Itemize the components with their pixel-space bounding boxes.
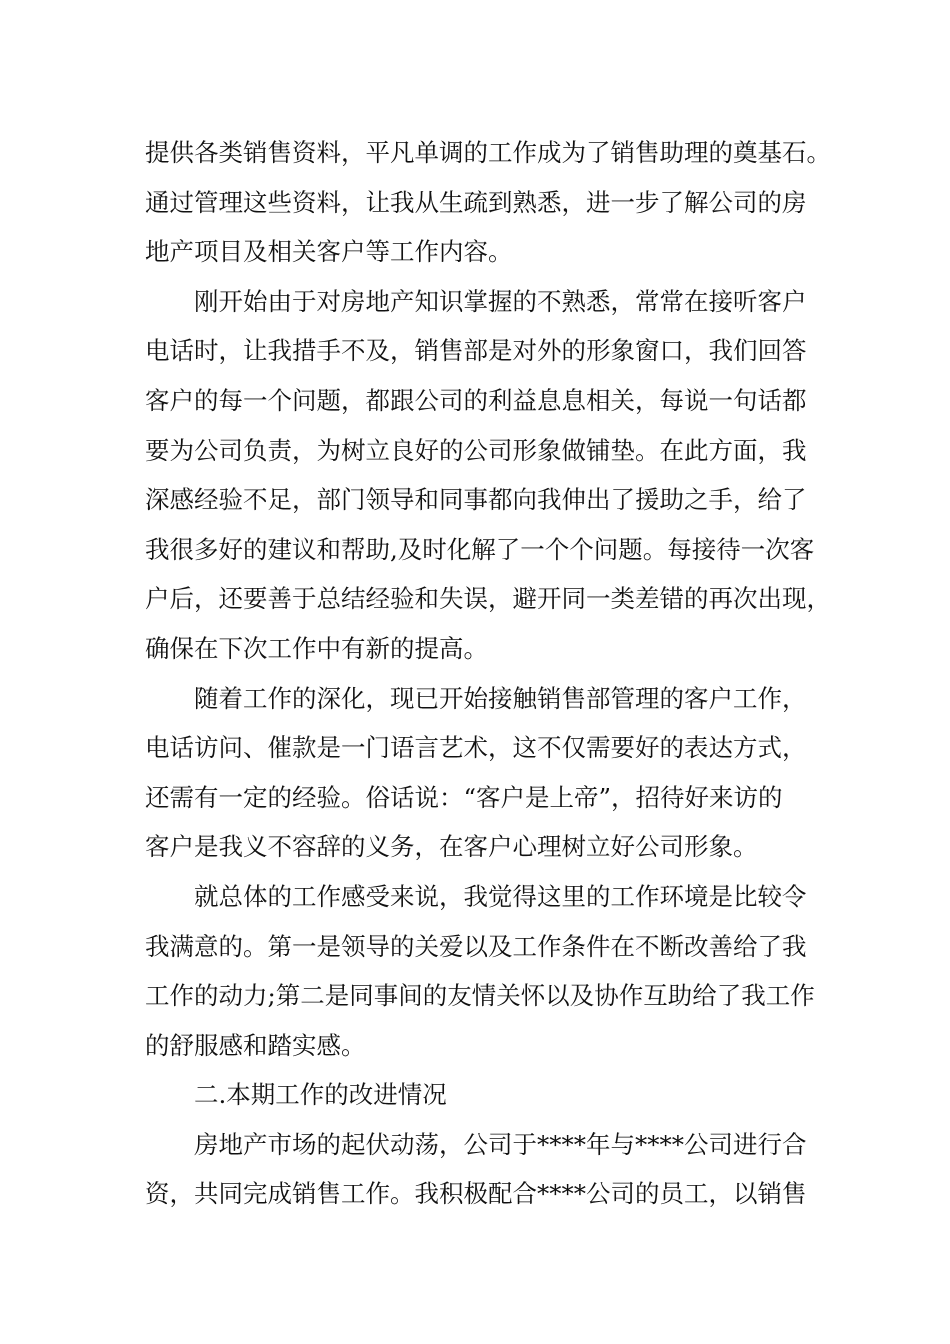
text-line: 电话时，让我措手不及，销售部是对外的形象窗口，我们回答 <box>145 336 807 366</box>
text-line: 刚开始由于对房地产知识掌握的不熟悉，常常在接听客户 <box>194 286 807 316</box>
section-heading: 二.本期工作的改进情况 <box>194 1080 447 1110</box>
text-line: 要为公司负责，为树立良好的公司形象做铺垫。在此方面，我 <box>145 435 807 465</box>
text-line: 客户的每一个问题，都跟公司的利益息息相关，每说一句话都 <box>145 385 807 415</box>
text-line: 随着工作的深化，现已开始接触销售部管理的客户工作， <box>194 683 807 713</box>
text-line: 房地产市场的起伏动荡，公司于****年与****公司进行合 <box>194 1129 807 1159</box>
text-line: 就总体的工作感受来说，我觉得这里的工作环境是比较令 <box>194 881 807 911</box>
text-line: 工作的动力;第二是同事间的友情关怀以及协作互助给了我工作 <box>145 981 815 1011</box>
text-line: 户后，还要善于总结经验和失误，避开同一类差错的再次出现， <box>145 584 831 614</box>
text-line: 电话访问、催款是一门语言艺术，这不仅需要好的表达方式， <box>145 733 807 763</box>
text-line: 深感经验不足，部门领导和同事都向我伸出了援助之手，给了 <box>145 485 807 515</box>
text-line: 提供各类销售资料，平凡单调的工作成为了销售助理的奠基石。 <box>145 138 831 167</box>
text-line: 的舒服感和踏实感。 <box>145 1030 366 1060</box>
text-line: 我满意的。第一是领导的关爱以及工作条件在不断改善给了我 <box>145 931 807 961</box>
text-line: 还需有一定的经验。俗话说：“客户是上帝”，招待好来访的 <box>145 782 783 812</box>
text-line: 确保在下次工作中有新的提高。 <box>145 633 488 663</box>
body-text <box>145 128 831 1219</box>
text-line: 客户是我义不容辞的义务，在客户心理树立好公司形象。 <box>145 832 758 862</box>
text-line: 地产项目及相关客户等工作内容。 <box>145 237 513 267</box>
text-line: 资，共同完成销售工作。我积极配合****公司的员工，以销售 <box>145 1179 807 1209</box>
text-line: 我很多好的建议和帮助,及时化解了一个个问题。每接待一次客 <box>145 534 815 564</box>
text-line: 通过管理这些资料，让我从生疏到熟悉，进一步了解公司的房 <box>145 187 807 217</box>
